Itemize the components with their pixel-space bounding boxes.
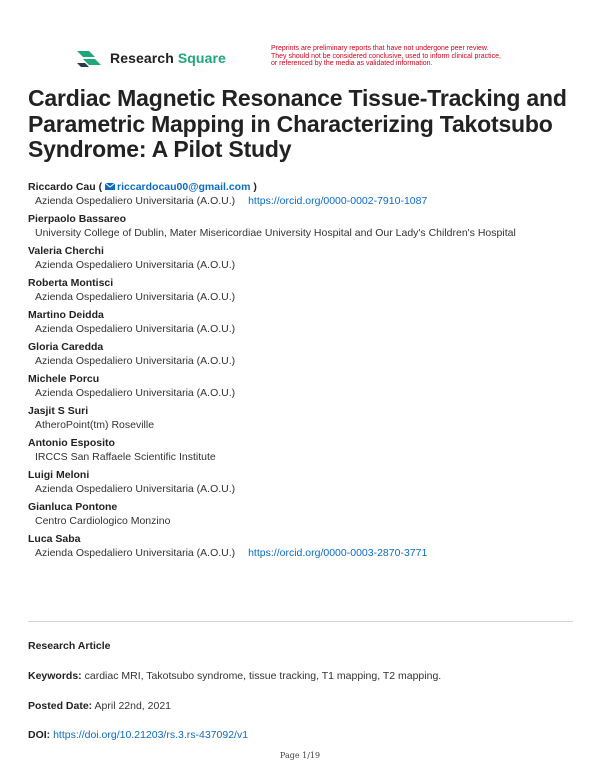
author-affiliation: Azienda Ospedaliero Universitaria (A.O.U.) — [35, 547, 236, 559]
author-entry — [28, 276, 588, 304]
author-affiliation: Azienda Ospedaliero Universitaria (A.O.U.) — [35, 387, 236, 399]
author-list — [28, 180, 588, 564]
author-entry — [28, 500, 588, 528]
author-entry — [28, 436, 588, 464]
author-affiliation: Azienda Ospedaliero Universitaria (A.O.U.) — [35, 323, 236, 335]
keywords-value: cardiac MRI, Takotsubo syndrome, tissue tracking, T1 mapping, T2 mapping. — [84, 670, 442, 682]
research-square-logo-icon — [75, 47, 103, 69]
author-affiliation: IRCCS San Raffaele Scientific Institute — [35, 451, 216, 463]
author-affiliation: Centro Cardiologico Monzino — [35, 515, 171, 527]
keywords-label: Keywords: — [28, 670, 82, 682]
author-name: Roberta Montisci — [28, 277, 114, 289]
author-entry — [28, 532, 588, 560]
author-name: Riccardo Cau — [28, 181, 96, 193]
logo-text: Research Square — [110, 50, 226, 66]
author-affiliation: Azienda Ospedaliero Universitaria (A.O.U.) — [35, 483, 236, 495]
orcid-link[interactable]: https://orcid.org/0000-0003-2870-3771 — [248, 547, 428, 559]
author-name: Pierpaolo Bassareo — [28, 213, 127, 225]
author-entry — [28, 308, 588, 336]
paper-title: Cardiac Magnetic Resonance Tissue-Tracking and Parametric Mapping in Characterizing Takotsubo Syndrome: A Pilot Study — [28, 85, 567, 162]
doi — [28, 729, 248, 741]
doi-label: DOI: — [28, 729, 51, 741]
author-name: Luca Saba — [28, 533, 81, 545]
doi-link[interactable]: https://doi.org/10.21203/rs.3.rs-437092/v1 — [53, 729, 249, 741]
author-name: Luigi Meloni — [28, 469, 90, 481]
author-name: Gianluca Pontone — [28, 501, 118, 513]
research-square-logo[interactable] — [75, 47, 226, 69]
author-entry — [28, 244, 588, 272]
disclaimer-line: They should not be considered conclusive, used to inform clinical practice, — [271, 52, 501, 60]
author-entry: Riccardo Cau ( riccardocau00@gmail.com ) Azienda Ospedaliero Universitaria (A.O.U.) https://orcid.org/0000-0002-7910-1087 — [28, 181, 428, 207]
page-number: Page 1/19 — [279, 751, 321, 760]
disclaimer-line: or referenced by the media as validated information. — [271, 60, 433, 68]
posted-date-value: April 22nd, 2021 — [94, 700, 172, 712]
posted-date — [28, 700, 171, 712]
author-affiliation: AtheroPoint(tm) Roseville — [35, 419, 155, 431]
author-entry — [28, 212, 588, 240]
author-name: Martino Deidda — [28, 309, 104, 321]
author-name: Valeria Cherchi — [28, 245, 104, 257]
author-affiliation: Azienda Ospedaliero Universitaria (A.O.U.) — [35, 291, 236, 303]
author-affiliation: Azienda Ospedaliero Universitaria (A.O.U.) — [35, 259, 236, 271]
orcid-link[interactable]: https://orcid.org/0000-0002-7910-1087 — [248, 195, 428, 207]
section-divider — [28, 621, 573, 622]
preprint-disclaimer — [271, 45, 561, 68]
author-affiliation: Azienda Ospedaliero Universitaria (A.O.U.) — [35, 195, 236, 207]
page-header — [0, 0, 600, 80]
author-name: Gloria Caredda — [28, 341, 104, 353]
disclaimer-line: Preprints are preliminary reports that have not undergone peer review. — [271, 45, 489, 52]
author-entry — [28, 340, 588, 368]
author-name: Antonio Esposito — [28, 437, 115, 449]
author-name: Michele Porcu — [28, 373, 100, 385]
keywords — [28, 670, 441, 682]
author-entry — [28, 468, 588, 496]
author-affiliation: Azienda Ospedaliero Universitaria (A.O.U.) — [35, 355, 236, 367]
author-email-link[interactable]: riccardocau00@gmail.com — [117, 181, 251, 193]
author-entry — [28, 372, 588, 400]
posted-date-label: Posted Date: — [28, 700, 93, 712]
article-type: Research Article — [28, 640, 111, 652]
author-name: Jasjit S Suri — [28, 405, 89, 417]
author-entry — [28, 404, 588, 432]
mail-icon — [105, 183, 115, 190]
author-affiliation: University College of Dublin, Mater Misericordiae University Hospital and Our Lady's Children's Hospital — [35, 227, 516, 239]
